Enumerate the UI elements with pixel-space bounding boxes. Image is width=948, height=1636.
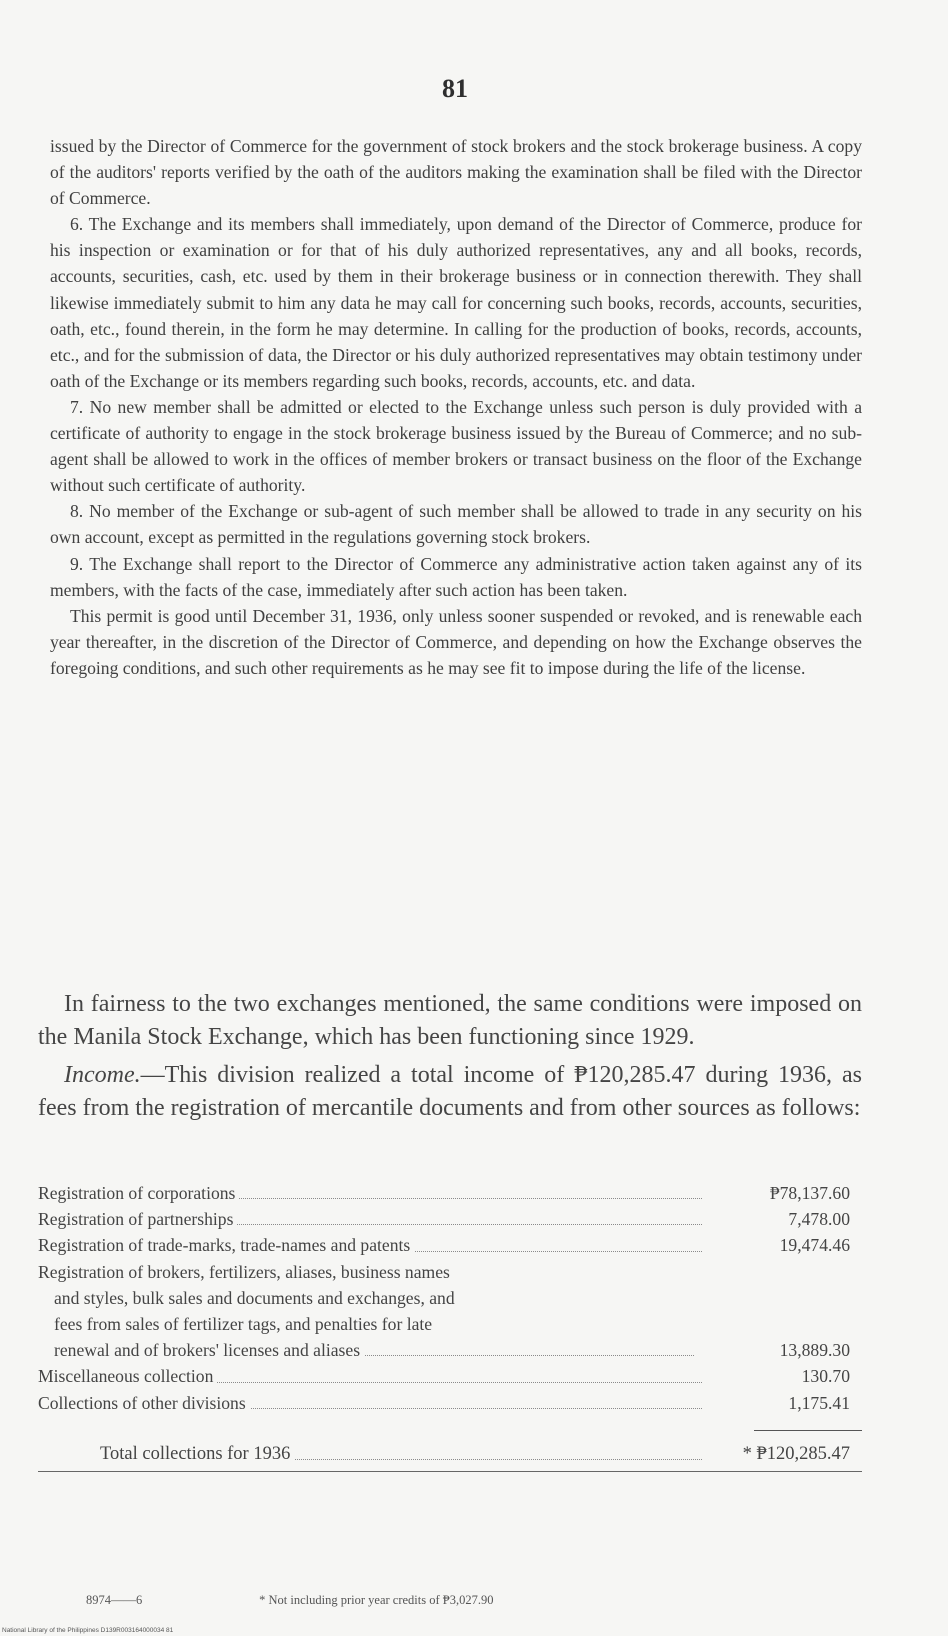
row-label-line: fees from sales of fertilizer tags, and penalties for late xyxy=(54,1314,433,1335)
row-amount: 130.70 xyxy=(801,1366,850,1387)
income-table xyxy=(38,1180,862,1472)
divider xyxy=(38,1471,862,1472)
paragraph: 6. The Exchange and its members shall immediately, upon demand of the Director of Commerce, produce for his inspection or examination or for that of his duly authorized representatives, any and all books, records, accounts, securities, cash, etc. used by them in their brokerage business or in connection therewith. They shall likewise immediately submit to him any data he may call for concerning such books, records, accounts, securities, oath, etc., found therein, in the form he may determine. In calling for the production of books, records, accounts, etc., and for the submission of data, the Director or his duly authorized representatives may obtain testimony under oath of the Exchange or its members regarding such books, records, accounts, etc. and data. xyxy=(50,214,862,391)
table-row xyxy=(38,1180,862,1206)
footer xyxy=(86,1593,886,1608)
row-amount: 19,474.46 xyxy=(779,1235,850,1256)
row-label-line: renewal and of brokers' licenses and aliases xyxy=(54,1340,364,1360)
regulations-text xyxy=(50,133,862,681)
row-label-line: Registration of brokers, fertilizers, aliases, business names xyxy=(38,1261,450,1282)
paragraph: issued by the Director of Commerce for the government of stock brokers and the stock brokerage business. A copy of the auditors' reports verified by the oath of the auditors making the examination shall be filed with the Director of Commerce. xyxy=(50,136,862,209)
total-amount: * ₱120,285.47 xyxy=(742,1443,850,1464)
scanner-credit: National Library of the Philippines D139R003164000034 81 xyxy=(2,1627,174,1634)
row-label: Registration of partnerships xyxy=(38,1209,237,1229)
paragraph: 8. No member of the Exchange or sub-agent of such member shall be allowed to trade in any security on his own account, except as permitted in the regulations governing stock brokers. xyxy=(50,501,862,548)
row-amount: ₱78,137.60 xyxy=(769,1183,850,1203)
income-paragraph xyxy=(38,1059,862,1124)
row-label: Miscellaneous collection xyxy=(38,1366,217,1386)
printer-signature: 8974——6 xyxy=(86,1593,143,1607)
row-amount: 1,175.41 xyxy=(788,1392,850,1413)
paragraph: 7. No new member shall be admitted or elected to the Exchange unless such person is duly provided with a certificate of authority to engage in the stock brokerage business issued by the Bureau of Commerce; and no sub-agent shall be allowed to work in the offices of member brokers or transact business on the floor of the Exchange without such certificate of authority. xyxy=(50,396,862,496)
income-paragraph-text: —This division realized a total income of ₱120,285.47 during 1936, as fees from the registration of mercantile documents and from other sources as follows: xyxy=(38,1062,862,1121)
narrative-text xyxy=(38,988,862,1124)
table-row xyxy=(38,1259,862,1364)
footnote: * Not including prior year credits of ₱3,027.90 xyxy=(259,1593,494,1607)
paragraph: 9. The Exchange shall report to the Director of Commerce any administrative action taken against any of its members, with the facts of the case, immediately after such action has been taken. xyxy=(50,553,862,600)
sum-rule xyxy=(754,1430,862,1431)
table-row xyxy=(38,1206,862,1232)
paragraph: In fairness to the two exchanges mentioned, the same conditions were imposed on the Manila Stock Exchange, which has been functioning since 1929. xyxy=(38,991,862,1050)
total-row xyxy=(38,1441,862,1467)
table-row xyxy=(38,1232,862,1258)
row-amount: 13,889.30 xyxy=(779,1340,850,1361)
row-amount: 7,478.00 xyxy=(788,1209,850,1230)
row-label-line: and styles, bulk sales and documents and exchanges, and xyxy=(54,1287,455,1308)
table-row xyxy=(38,1363,862,1389)
total-label: Total collections for 1936 xyxy=(100,1444,294,1464)
paragraph: This permit is good until December 31, 1936, only unless sooner suspended or revoked, and is renewable each year thereafter, in the discretion of the Director of Commerce, and depending on how the Exchange observes the foregoing conditions, and such other requirements as he may see fit to impose during the life of the license. xyxy=(50,605,862,678)
row-label: Registration of trade-marks, trade-names and patents xyxy=(38,1235,414,1255)
page-number: 81 xyxy=(442,74,468,103)
row-label: Collections of other divisions xyxy=(38,1393,250,1413)
row-label: Registration of corporations xyxy=(38,1183,239,1203)
table-row xyxy=(38,1390,862,1416)
income-heading: Income. xyxy=(64,1062,141,1088)
